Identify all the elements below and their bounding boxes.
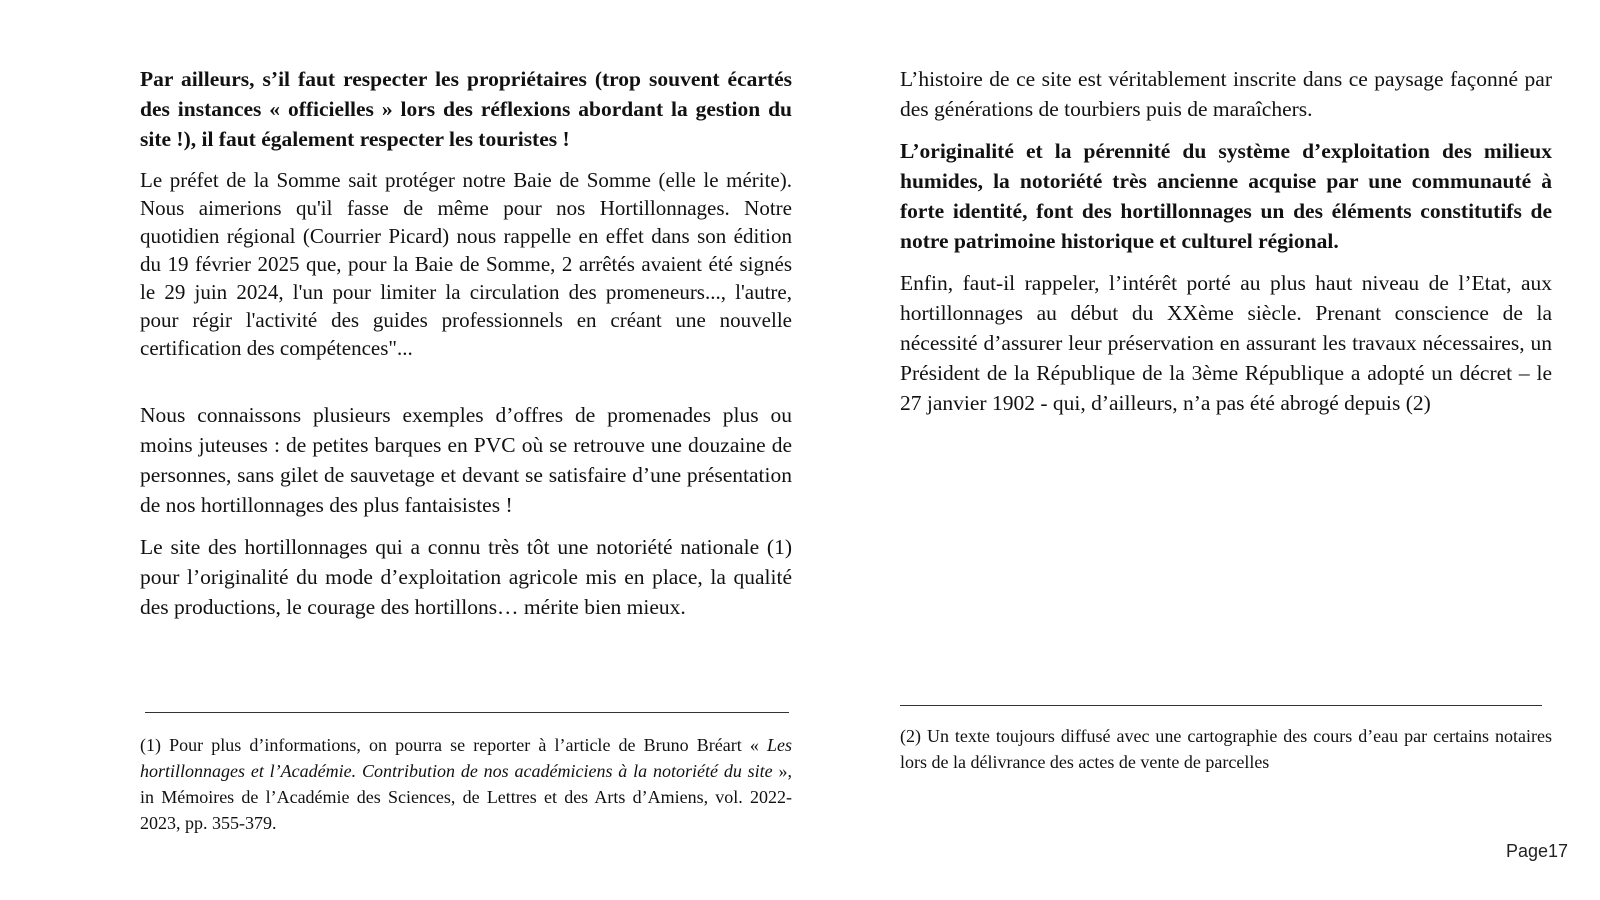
right-footnote: (2) Un texte toujours diffusé avec une cartographie des cours d’eau par certains notaires lors de la délivrance des actes de vente de parcelles — [900, 726, 1552, 772]
left-column — [140, 64, 792, 634]
left-paragraph-2: Le préfet de la Somme sait protéger notre Baie de Somme (elle le mérite). Nous aimerions qu'il fasse de même pour nos Hortillonnages. Notre quotidien régional (Courrier Picard) nous rappelle en effet dans son édition du 19 février 2025 que, pour la Baie de Somme, 2 arrêtés avaient été signés le 29 juin 2024, l'un pour limiter la circulation des promeneurs..., l'autre, pour régir l'activité des guides professionnels en créant une nouvelle certification des compétences"... — [140, 168, 792, 360]
right-column — [900, 64, 1552, 430]
right-paragraph-3: Enfin, faut-il rappeler, l’intérêt porté au plus haut niveau de l’Etat, aux hortillonnages au début du XXème siècle. Prenant conscience de la nécessité d’assurer leur préservation en assurant les travaux nécessaires, un Président de la République de la 3ème République a adopté un décret – le 27 janvier 1902 - qui, d’ailleurs, n’a pas été abrogé depuis (2) — [900, 271, 1552, 415]
page-number: Page17 — [1505, 841, 1568, 861]
left-paragraph-3: Nous connaissons plusieurs exemples d’offres de promenades plus ou moins juteuses : de petites barques en PVC où se retrouve une douzaine de personnes, sans gilet de sauvetage et devant se satisfaire d’une présentation de nos hortillonnages des plus fantaisistes ! — [140, 403, 792, 517]
left-footnote-rule — [145, 712, 789, 713]
left-footnote-title: Les hortillonnages et l’Académie. Contribution de nos académiciens à la notoriété du site — [140, 735, 792, 781]
paragraph-gap — [140, 374, 792, 400]
left-footnote-after: », in Mémoires de l’Académie des Sciences, de Lettres et des Arts d’Amiens, vol. 2022-2023, pp. 355-379. — [140, 761, 793, 833]
left-footnote-before: (1) Pour plus d’informations, on pourra se reporter à l’article de Bruno Bréart « — [140, 735, 767, 755]
right-paragraph-2: L’originalité et la pérennité du système d’exploitation des milieux humides, la notoriété très ancienne acquise par une communauté à forte identité, font des hortillonnages un des éléments constitutifs de notre patrimoine historique et culturel régional. — [900, 139, 1552, 253]
left-paragraph-1: Par ailleurs, s’il faut respecter les propriétaires (trop souvent écartés des instances « officielles » lors des réflexions abordant la gestion du site !), il faut également respecter les touristes ! — [140, 67, 792, 151]
left-paragraph-4: Le site des hortillonnages qui a connu très tôt une notoriété nationale (1) pour l’originalité du mode d’exploitation agricole mis en place, la qualité des productions, le courage des hortillons… mérite bien mieux. — [140, 535, 792, 619]
right-paragraph-1: L’histoire de ce site est véritablement inscrite dans ce paysage façonné par des générations de tourbiers puis de maraîchers. — [900, 67, 1552, 121]
right-footnote-rule — [900, 705, 1542, 706]
left-footnote — [140, 732, 792, 836]
